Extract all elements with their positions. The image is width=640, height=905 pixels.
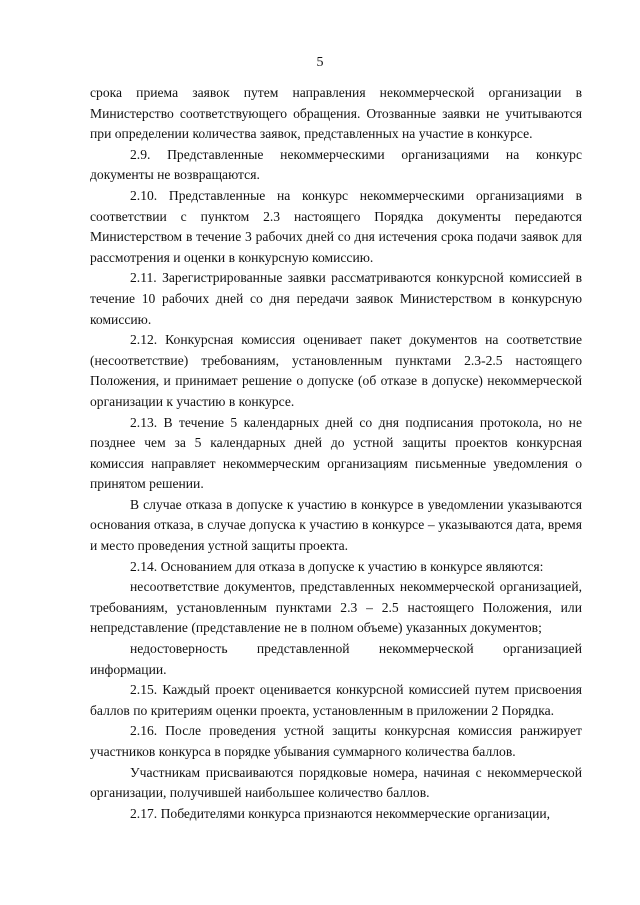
paragraph-2-10: 2.10. Представленные на конкурс некоммерческими организациями в соответствии с пунктом 2.3 настоящего Порядка документы передаются Министерством в течение 3 рабочих дней со дня истечения срока подачи заявок для рассмотрения и оценки в конкурсную комиссию. [90, 187, 582, 265]
paragraph-2-14: 2.14. Основанием для отказа в допуске к участию в конкурсе являются: [130, 558, 544, 574]
paragraph-ground-unreliable: недостоверность представленной некоммерческой организацией информации. [90, 641, 582, 677]
paragraph-2-15: 2.15. Каждый проект оценивается конкурсной комиссией путем присвоения баллов по критериям оценки проекта, установленным в приложении 2 Порядка. [90, 682, 582, 718]
paragraph-2-17: 2.17. Победителями конкурса признаются некоммерческие организации, [130, 805, 551, 821]
paragraph-2-11: 2.11. Зарегистрированные заявки рассматриваются конкурсной комиссией в течение 10 рабочих дней со дня передачи заявок Министерством в конкурсную комиссию. [90, 270, 582, 327]
paragraph-2-16: 2.16. После проведения устной защиты конкурсная комиссия ранжирует участников конкурса в порядке убывания суммарного количества баллов. [90, 723, 582, 759]
paragraph-refusal-notice: В случае отказа в допуске к участию в конкурсе в уведомлении указываются основания отказа, в случае допуска к участию в конкурсе – указываются дата, время и место проведения устной защиты проекта. [90, 496, 582, 554]
paragraph-continuation: срока приема заявок путем направления некоммерческой организации в Министерство соответствующего обращения. Отозванные заявки не учитываются при определении количества заявок, представленных на участие в конкурсе. [90, 85, 582, 142]
paragraph-ground-mismatch: несоответствие документов, представленных некоммерческой организацией, требованиям, установленным пунктами 2.3 – 2.5 настоящего Положения, или непредставление (представление не в полном объеме) указанных документов; [90, 579, 582, 636]
paragraph-ranking-numbers: Участникам присваиваются порядковые номера, начиная с некоммерческой организации, получившей наибольшее количество баллов. [90, 764, 582, 801]
paragraph-2-12: 2.12. Конкурсная комиссия оценивает пакет документов на соответствие (несоответствие) требованиям, установленным пунктами 2.3-2.5 настоящего Положения, и принимает решение о допуске (об отказе в допуске) некоммерческой организации к участию в конкурсе. [90, 332, 582, 409]
document-body [90, 83, 582, 824]
paragraph-2-13: 2.13. В течение 5 календарных дней со дня подписания протокола, но не позднее чем за 5 календарных дней до устной защиты проектов конкурсная комиссия направляет некоммерческим организациям письменные уведомления о принятом решении. [90, 414, 582, 492]
page-number: 5 [316, 55, 324, 70]
paragraph-2-9: 2.9. Представленные некоммерческими организациями на конкурс документы не возвращаются. [90, 146, 582, 183]
